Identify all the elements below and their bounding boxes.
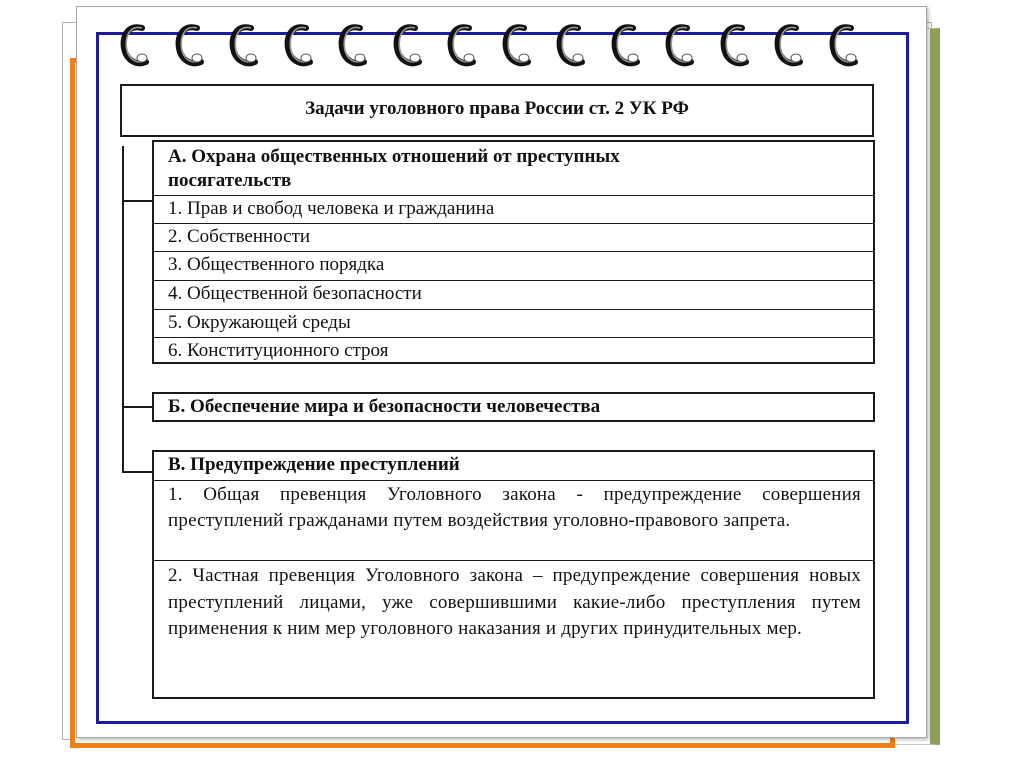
section-a-heading xyxy=(154,142,873,196)
section-a-heading-line2: посягательств xyxy=(168,170,292,191)
section-b xyxy=(152,392,875,422)
connector-b xyxy=(122,406,152,408)
section-c xyxy=(152,450,875,699)
list-item: 5. Окружающей среды xyxy=(154,310,873,338)
title-box xyxy=(120,84,874,137)
section-a-heading-line1: А. Охрана общественных отношений от преступных xyxy=(168,146,620,167)
spiral-ring xyxy=(609,22,643,70)
spiral-ring xyxy=(227,22,261,70)
section-c-item-1: 1. Общая превенция Уголовного закона - предупреждение совершения преступлений гражданами путем воздействия уголовно-правового запрета. xyxy=(154,481,873,561)
connector-vertical xyxy=(122,146,124,472)
spiral-ring xyxy=(500,22,534,70)
list-item: 1. Прав и свобод человека и гражданина xyxy=(154,196,873,224)
spiral-binding xyxy=(118,22,878,72)
spiral-ring xyxy=(445,22,479,70)
page-title: Задачи уголовного права России ст. 2 УК РФ xyxy=(305,98,689,119)
list-item: 6. Конституционного строя xyxy=(168,340,389,361)
spiral-ring xyxy=(118,22,152,70)
spiral-ring xyxy=(663,22,697,70)
spiral-ring xyxy=(718,22,752,70)
section-a xyxy=(152,140,875,364)
section-c-heading: В. Предупреждение преступлений xyxy=(154,452,873,481)
spiral-ring xyxy=(336,22,370,70)
spiral-ring xyxy=(554,22,588,70)
spiral-ring xyxy=(391,22,425,70)
connector-a xyxy=(122,200,152,202)
list-item: 4. Общественной безопасности xyxy=(154,281,873,310)
spiral-ring xyxy=(173,22,207,70)
section-c-item-2: 2. Частная превенция Уголовного закона – предупреждение совершения новых преступлений лицами, уже совершившими какие-либо преступления путем применения к ним мер уголовного наказания и других принудительных мер. xyxy=(168,565,861,639)
connector-c xyxy=(122,471,152,473)
section-b-heading: Б. Обеспечение мира и безопасности человечества xyxy=(168,396,601,417)
list-item: 3. Общественного порядка xyxy=(154,252,873,281)
list-item: 2. Собственности xyxy=(154,224,873,252)
spiral-ring xyxy=(772,22,806,70)
spiral-ring xyxy=(827,22,861,70)
spiral-ring xyxy=(282,22,316,70)
